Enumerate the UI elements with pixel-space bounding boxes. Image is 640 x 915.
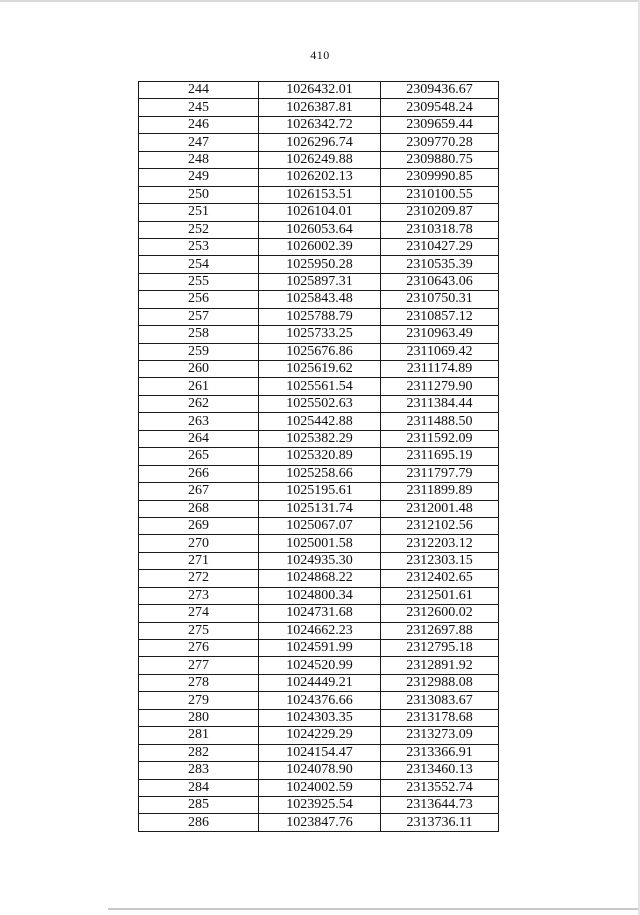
x-coordinate-cell: 1026387.81 — [259, 99, 381, 116]
table-row — [139, 151, 499, 168]
x-coordinate-cell: 1026104.01 — [259, 204, 381, 221]
y-coordinate-cell: 2309880.75 — [381, 151, 499, 168]
point-id-cell: 284 — [139, 779, 259, 796]
page-top-edge — [0, 0, 640, 2]
point-id-cell: 259 — [139, 343, 259, 360]
x-coordinate-cell: 1025067.07 — [259, 517, 381, 534]
table-row — [139, 308, 499, 325]
y-coordinate-cell: 2313083.67 — [381, 692, 499, 709]
table-row — [139, 814, 499, 831]
table-row — [139, 395, 499, 412]
x-coordinate-cell: 1024591.99 — [259, 640, 381, 657]
point-id-cell: 275 — [139, 622, 259, 639]
table-row — [139, 709, 499, 726]
y-coordinate-cell: 2309548.24 — [381, 99, 499, 116]
table-row — [139, 378, 499, 395]
x-coordinate-cell: 1024662.23 — [259, 622, 381, 639]
x-coordinate-cell: 1025382.29 — [259, 430, 381, 447]
x-coordinate-cell: 1025950.28 — [259, 256, 381, 273]
point-id-cell: 252 — [139, 221, 259, 238]
y-coordinate-cell: 2313273.09 — [381, 727, 499, 744]
point-id-cell: 260 — [139, 361, 259, 378]
point-id-cell: 277 — [139, 657, 259, 674]
x-coordinate-cell: 1025561.54 — [259, 378, 381, 395]
point-id-cell: 253 — [139, 238, 259, 255]
page-bottom-rule — [108, 908, 638, 910]
y-coordinate-cell: 2311797.79 — [381, 465, 499, 482]
point-id-cell: 280 — [139, 709, 259, 726]
x-coordinate-cell: 1026296.74 — [259, 134, 381, 151]
y-coordinate-cell: 2311069.42 — [381, 343, 499, 360]
y-coordinate-cell: 2310750.31 — [381, 291, 499, 308]
table-row — [139, 256, 499, 273]
y-coordinate-cell: 2312001.48 — [381, 500, 499, 517]
point-id-cell: 250 — [139, 186, 259, 203]
x-coordinate-cell: 1025442.88 — [259, 413, 381, 430]
y-coordinate-cell: 2310427.29 — [381, 238, 499, 255]
x-coordinate-cell: 1024229.29 — [259, 727, 381, 744]
x-coordinate-cell: 1026249.88 — [259, 151, 381, 168]
point-id-cell: 271 — [139, 552, 259, 569]
point-id-cell: 279 — [139, 692, 259, 709]
point-id-cell: 269 — [139, 517, 259, 534]
point-id-cell: 270 — [139, 535, 259, 552]
table-row — [139, 448, 499, 465]
table-row — [139, 82, 499, 99]
point-id-cell: 285 — [139, 796, 259, 813]
y-coordinate-cell: 2309990.85 — [381, 169, 499, 186]
x-coordinate-cell: 1025843.48 — [259, 291, 381, 308]
table-row — [139, 326, 499, 343]
x-coordinate-cell: 1024078.90 — [259, 762, 381, 779]
table-row — [139, 343, 499, 360]
point-id-cell: 281 — [139, 727, 259, 744]
x-coordinate-cell: 1024868.22 — [259, 570, 381, 587]
table-row — [139, 779, 499, 796]
table-row — [139, 186, 499, 203]
point-id-cell: 263 — [139, 413, 259, 430]
y-coordinate-cell: 2313366.91 — [381, 744, 499, 761]
y-coordinate-cell: 2312891.92 — [381, 657, 499, 674]
table-row — [139, 605, 499, 622]
table-row — [139, 762, 499, 779]
x-coordinate-cell: 1024376.66 — [259, 692, 381, 709]
y-coordinate-cell: 2310857.12 — [381, 308, 499, 325]
x-coordinate-cell: 1026002.39 — [259, 238, 381, 255]
y-coordinate-cell: 2313736.11 — [381, 814, 499, 831]
x-coordinate-cell: 1024002.59 — [259, 779, 381, 796]
point-id-cell: 255 — [139, 273, 259, 290]
table-row — [139, 430, 499, 447]
y-coordinate-cell: 2311899.89 — [381, 483, 499, 500]
x-coordinate-cell: 1025258.66 — [259, 465, 381, 482]
y-coordinate-cell: 2313644.73 — [381, 796, 499, 813]
point-id-cell: 247 — [139, 134, 259, 151]
x-coordinate-cell: 1024800.34 — [259, 587, 381, 604]
x-coordinate-cell: 1023925.54 — [259, 796, 381, 813]
table-row — [139, 204, 499, 221]
table-row — [139, 640, 499, 657]
x-coordinate-cell: 1025320.89 — [259, 448, 381, 465]
point-id-cell: 249 — [139, 169, 259, 186]
y-coordinate-cell: 2310643.06 — [381, 273, 499, 290]
y-coordinate-cell: 2312402.65 — [381, 570, 499, 587]
x-coordinate-cell: 1024731.68 — [259, 605, 381, 622]
y-coordinate-cell: 2312203.12 — [381, 535, 499, 552]
x-coordinate-cell: 1025733.25 — [259, 326, 381, 343]
table-row — [139, 134, 499, 151]
table-row — [139, 744, 499, 761]
x-coordinate-cell: 1025001.58 — [259, 535, 381, 552]
table-row — [139, 552, 499, 569]
table-row — [139, 483, 499, 500]
point-id-cell: 264 — [139, 430, 259, 447]
y-coordinate-cell: 2311174.89 — [381, 361, 499, 378]
x-coordinate-cell: 1025788.79 — [259, 308, 381, 325]
y-coordinate-cell: 2312988.08 — [381, 674, 499, 691]
point-id-cell: 261 — [139, 378, 259, 395]
y-coordinate-cell: 2311279.90 — [381, 378, 499, 395]
x-coordinate-cell: 1026342.72 — [259, 116, 381, 133]
y-coordinate-cell: 2309770.28 — [381, 134, 499, 151]
table-row — [139, 413, 499, 430]
point-id-cell: 272 — [139, 570, 259, 587]
y-coordinate-cell: 2309659.44 — [381, 116, 499, 133]
y-coordinate-cell: 2310209.87 — [381, 204, 499, 221]
x-coordinate-cell: 1024520.99 — [259, 657, 381, 674]
table-row — [139, 570, 499, 587]
point-id-cell: 262 — [139, 395, 259, 412]
table-row — [139, 535, 499, 552]
x-coordinate-cell: 1024154.47 — [259, 744, 381, 761]
x-coordinate-cell: 1026432.01 — [259, 82, 381, 99]
x-coordinate-cell: 1026202.13 — [259, 169, 381, 186]
y-coordinate-cell: 2312303.15 — [381, 552, 499, 569]
table-row — [139, 465, 499, 482]
x-coordinate-cell: 1024449.21 — [259, 674, 381, 691]
y-coordinate-cell: 2310535.39 — [381, 256, 499, 273]
point-id-cell: 256 — [139, 291, 259, 308]
table-row — [139, 657, 499, 674]
point-id-cell: 283 — [139, 762, 259, 779]
point-id-cell: 248 — [139, 151, 259, 168]
table-row — [139, 238, 499, 255]
x-coordinate-cell: 1025897.31 — [259, 273, 381, 290]
coordinates-table-body — [139, 82, 499, 832]
y-coordinate-cell: 2311695.19 — [381, 448, 499, 465]
point-id-cell: 258 — [139, 326, 259, 343]
table-row — [139, 796, 499, 813]
point-id-cell: 267 — [139, 483, 259, 500]
point-id-cell: 282 — [139, 744, 259, 761]
point-id-cell: 265 — [139, 448, 259, 465]
table-row — [139, 99, 499, 116]
table-row — [139, 291, 499, 308]
y-coordinate-cell: 2312501.61 — [381, 587, 499, 604]
point-id-cell: 257 — [139, 308, 259, 325]
point-id-cell: 286 — [139, 814, 259, 831]
x-coordinate-cell: 1025502.63 — [259, 395, 381, 412]
coordinates-table — [138, 81, 499, 832]
y-coordinate-cell: 2311592.09 — [381, 430, 499, 447]
point-id-cell: 245 — [139, 99, 259, 116]
y-coordinate-cell: 2311384.44 — [381, 395, 499, 412]
y-coordinate-cell: 2312102.56 — [381, 517, 499, 534]
table-row — [139, 727, 499, 744]
y-coordinate-cell: 2313178.68 — [381, 709, 499, 726]
x-coordinate-cell: 1026053.64 — [259, 221, 381, 238]
table-row — [139, 116, 499, 133]
x-coordinate-cell: 1024935.30 — [259, 552, 381, 569]
table-row — [139, 221, 499, 238]
point-id-cell: 276 — [139, 640, 259, 657]
table-row — [139, 622, 499, 639]
x-coordinate-cell: 1025676.86 — [259, 343, 381, 360]
y-coordinate-cell: 2312600.02 — [381, 605, 499, 622]
point-id-cell: 274 — [139, 605, 259, 622]
point-id-cell: 251 — [139, 204, 259, 221]
point-id-cell: 273 — [139, 587, 259, 604]
table-row — [139, 674, 499, 691]
y-coordinate-cell: 2310318.78 — [381, 221, 499, 238]
y-coordinate-cell: 2313460.13 — [381, 762, 499, 779]
x-coordinate-cell: 1026153.51 — [259, 186, 381, 203]
table-row — [139, 692, 499, 709]
y-coordinate-cell: 2311488.50 — [381, 413, 499, 430]
y-coordinate-cell: 2313552.74 — [381, 779, 499, 796]
x-coordinate-cell: 1023847.76 — [259, 814, 381, 831]
point-id-cell: 244 — [139, 82, 259, 99]
point-id-cell: 254 — [139, 256, 259, 273]
table-row — [139, 587, 499, 604]
table-row — [139, 361, 499, 378]
point-id-cell: 266 — [139, 465, 259, 482]
point-id-cell: 278 — [139, 674, 259, 691]
point-id-cell: 268 — [139, 500, 259, 517]
y-coordinate-cell: 2312697.88 — [381, 622, 499, 639]
x-coordinate-cell: 1025195.61 — [259, 483, 381, 500]
table-row — [139, 273, 499, 290]
x-coordinate-cell: 1025131.74 — [259, 500, 381, 517]
page-number: 410 — [310, 48, 330, 62]
x-coordinate-cell: 1024303.35 — [259, 709, 381, 726]
point-id-cell: 246 — [139, 116, 259, 133]
y-coordinate-cell: 2309436.67 — [381, 82, 499, 99]
x-coordinate-cell: 1025619.62 — [259, 361, 381, 378]
table-row — [139, 500, 499, 517]
y-coordinate-cell: 2310963.49 — [381, 326, 499, 343]
table-row — [139, 517, 499, 534]
y-coordinate-cell: 2310100.55 — [381, 186, 499, 203]
table-row — [139, 169, 499, 186]
y-coordinate-cell: 2312795.18 — [381, 640, 499, 657]
